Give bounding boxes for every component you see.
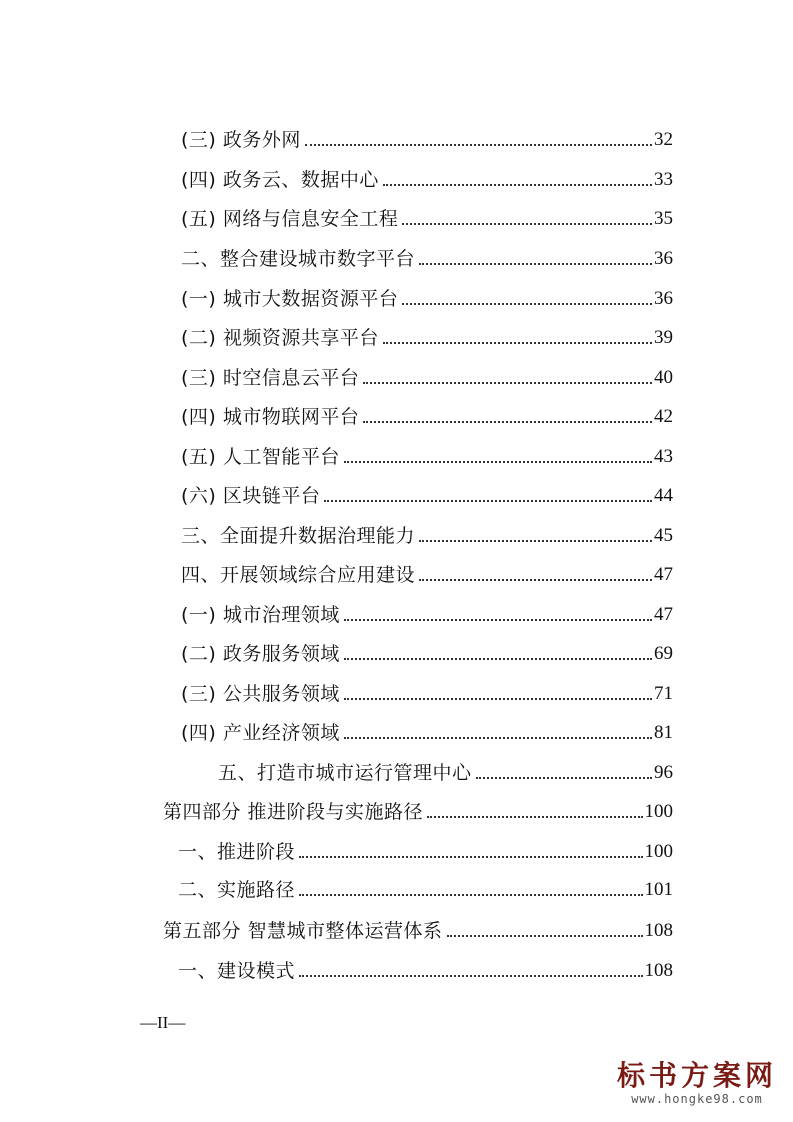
toc-entry-title: (三) 时空信息云平台 bbox=[181, 367, 360, 389]
dot-leader bbox=[344, 619, 652, 621]
toc-entry-title: (一) 城市治理领域 bbox=[181, 604, 340, 626]
toc-entry-title: 二、实施路径 bbox=[178, 879, 296, 901]
toc-entry[interactable] bbox=[181, 559, 673, 587]
dot-leader bbox=[299, 975, 642, 977]
toc-entry-page: 44 bbox=[654, 485, 673, 506]
toc-entry[interactable] bbox=[181, 362, 673, 390]
toc-entry-page: 42 bbox=[654, 406, 673, 427]
toc-entry-title: 一、建设模式 bbox=[178, 960, 296, 982]
dot-leader bbox=[419, 540, 652, 542]
dot-leader bbox=[427, 816, 642, 818]
dot-leader bbox=[305, 144, 652, 146]
toc-entry[interactable] bbox=[181, 441, 673, 469]
toc-entry-page: 47 bbox=[654, 604, 673, 625]
toc-entry-page: 100 bbox=[644, 841, 673, 862]
toc-entry[interactable] bbox=[181, 717, 673, 745]
dot-leader bbox=[324, 500, 652, 502]
toc-entry-title: (一) 城市大数据资源平台 bbox=[181, 288, 399, 310]
toc-entry[interactable] bbox=[178, 874, 673, 902]
toc-entry[interactable] bbox=[181, 599, 673, 627]
toc-entry-title: 一、推进阶段 bbox=[178, 841, 296, 863]
watermark-logo bbox=[617, 1060, 777, 1106]
toc-entry-title: 第四部分 推进阶段与实施路径 bbox=[163, 801, 424, 823]
toc-entry[interactable] bbox=[178, 955, 673, 983]
dot-leader bbox=[363, 421, 652, 423]
dot-leader bbox=[299, 894, 642, 896]
toc-entry[interactable] bbox=[163, 915, 673, 943]
toc-entry[interactable] bbox=[181, 243, 673, 271]
toc-entry[interactable] bbox=[163, 796, 673, 824]
toc-entry-title: (四) 政务云、数据中心 bbox=[181, 169, 379, 191]
toc-entry-title: (四) 产业经济领域 bbox=[181, 722, 340, 744]
toc-entry[interactable] bbox=[181, 401, 673, 429]
dot-leader bbox=[402, 303, 652, 305]
dot-leader bbox=[299, 856, 642, 858]
toc-entry-page: 108 bbox=[644, 920, 673, 941]
dot-leader bbox=[344, 461, 652, 463]
toc-entry-title: (四) 城市物联网平台 bbox=[181, 406, 360, 428]
dot-leader bbox=[344, 737, 652, 739]
toc-entry-page: 32 bbox=[654, 129, 673, 150]
toc-entry-page: 36 bbox=[654, 248, 673, 269]
toc-entry-title: 四、开展领域综合应用建设 bbox=[181, 564, 416, 586]
toc-entry-title: (三) 公共服务领域 bbox=[181, 683, 340, 705]
toc-entry-page: 43 bbox=[654, 446, 673, 467]
toc-entry-page: 81 bbox=[654, 722, 673, 743]
toc-entry-page: 39 bbox=[654, 327, 673, 348]
page-number-footer: —II— bbox=[140, 1013, 186, 1032]
toc-entry[interactable] bbox=[181, 203, 673, 231]
toc-entry[interactable] bbox=[181, 283, 673, 311]
dot-leader bbox=[344, 698, 652, 700]
watermark-url: www.hongke98.com bbox=[631, 1092, 763, 1106]
toc-entry[interactable] bbox=[181, 638, 673, 666]
dot-leader bbox=[402, 223, 652, 225]
toc-entry-title: 二、整合建设城市数字平台 bbox=[181, 248, 416, 270]
toc-entry-page: 101 bbox=[644, 879, 673, 900]
dot-leader bbox=[419, 579, 652, 581]
toc-entry-page: 96 bbox=[654, 762, 673, 783]
toc-entry-page: 33 bbox=[654, 169, 673, 190]
dot-leader bbox=[344, 658, 652, 660]
dot-leader bbox=[383, 342, 652, 344]
toc-entry-page: 100 bbox=[644, 801, 673, 822]
toc-entry-page: 45 bbox=[654, 525, 673, 546]
toc-entry-title: 第五部分 智慧城市整体运营体系 bbox=[163, 920, 443, 942]
dot-leader bbox=[447, 935, 643, 937]
toc-entry-page: 71 bbox=[654, 683, 673, 704]
toc-entry[interactable] bbox=[178, 836, 673, 864]
toc-entry-page: 35 bbox=[654, 208, 673, 229]
toc-entry-page: 47 bbox=[654, 564, 673, 585]
toc-entry[interactable] bbox=[181, 480, 673, 508]
toc-entry[interactable] bbox=[181, 124, 673, 152]
toc-entry-title: (六) 区块链平台 bbox=[181, 485, 321, 507]
toc-entry-page: 108 bbox=[644, 960, 673, 981]
toc-entry-title: (二) 政务服务领域 bbox=[181, 643, 340, 665]
toc-entry-page: 69 bbox=[654, 643, 673, 664]
dot-leader bbox=[476, 777, 652, 779]
toc-entry[interactable] bbox=[181, 164, 673, 192]
toc-entry-title: 五、打造市城市运行管理中心 bbox=[218, 762, 472, 784]
toc-entry-title: (二) 视频资源共享平台 bbox=[181, 327, 379, 349]
toc-entry[interactable] bbox=[218, 757, 673, 785]
toc-entry[interactable] bbox=[181, 678, 673, 706]
toc-entry-page: 40 bbox=[654, 367, 673, 388]
toc-entry-title: (五) 人工智能平台 bbox=[181, 446, 340, 468]
toc-entry-title: (五) 网络与信息安全工程 bbox=[181, 208, 399, 230]
toc-entry-page: 36 bbox=[654, 288, 673, 309]
watermark-title: 标书方案网 bbox=[616, 1059, 777, 1092]
dot-leader bbox=[419, 263, 652, 265]
toc-entry[interactable] bbox=[181, 322, 673, 350]
dot-leader bbox=[363, 382, 652, 384]
toc-entry-title: (三) 政务外网 bbox=[181, 129, 301, 151]
toc-entry-title: 三、全面提升数据治理能力 bbox=[181, 525, 416, 547]
dot-leader bbox=[383, 184, 652, 186]
toc-entry[interactable] bbox=[181, 520, 673, 548]
